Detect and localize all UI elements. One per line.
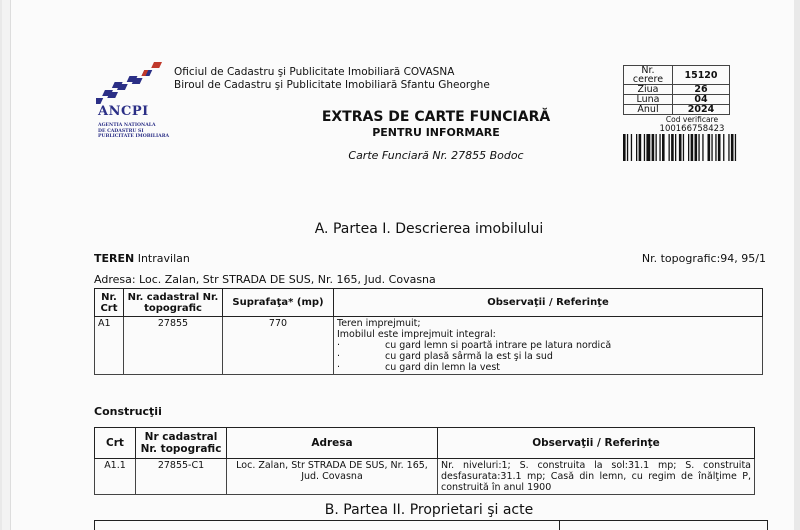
- table-row: [95, 459, 755, 495]
- document-page: [2, 0, 794, 530]
- barcode-bar: [646, 134, 650, 161]
- barcode-bar: [728, 134, 729, 161]
- list-item: · cu gard plasă sârmă la est şi la sud: [337, 351, 553, 362]
- cell-crt: A1.1: [95, 459, 136, 495]
- address-line: Adresa: Loc. Zalan, Str STRADA DE SUS, Nr. 165, Jud. Covasna: [94, 273, 436, 286]
- constructions-heading: Construcţii: [94, 405, 162, 418]
- land-table: [94, 288, 763, 375]
- request-row: [624, 66, 730, 85]
- verification-code-value: 100166758423: [659, 124, 725, 134]
- barcode-bar: [683, 134, 684, 161]
- barcode-bar: [662, 134, 665, 161]
- document-title: EXTRAS DE CARTE FUNCIARĂ: [321, 109, 551, 125]
- cell-address: Loc. Zalan, Str STRADA DE SUS, Nr. 165, Jud. Covasna: [227, 459, 438, 495]
- col-header: Suprafaţa* (mp): [223, 289, 334, 317]
- barcode-bar: [644, 134, 645, 161]
- barcode-bar: [731, 134, 734, 161]
- barcode: [623, 134, 773, 161]
- page-edge: [2, 0, 11, 530]
- logo-subtitle: AGENTIA NATIONALA DE CADASTRU SI PUBLICITATE IMOBILIARA: [98, 123, 170, 139]
- request-key: Luna: [624, 95, 673, 105]
- barcode-bar: [659, 134, 660, 161]
- barcode-bar: [652, 134, 655, 161]
- barcode-bar: [671, 134, 674, 161]
- barcode-bar: [669, 134, 670, 161]
- section-heading-part1: A. Partea I. Descrierea imobilului: [314, 221, 544, 237]
- request-key: Anul: [624, 105, 673, 115]
- request-row: [624, 105, 730, 115]
- barcode-bar: [627, 134, 628, 161]
- col-header: Nr cadastral Nr. topografic: [136, 428, 227, 459]
- land-type: TEREN Intravilan: [94, 252, 190, 265]
- request-value: 04: [673, 95, 730, 105]
- barcode-bar: [698, 134, 699, 161]
- logo-text: ANCPI: [98, 104, 149, 119]
- list-item: · cu gard lemn si poartă intrare pe latura nordică: [337, 340, 612, 351]
- request-value: 26: [673, 85, 730, 95]
- table-row: [95, 317, 763, 375]
- barcode-bar: [711, 134, 712, 161]
- request-row: [624, 85, 730, 95]
- topographic-number: Nr. topografic:94, 95/1: [641, 252, 766, 265]
- barcode-bar: [675, 134, 676, 161]
- request-key: Ziua: [624, 85, 673, 95]
- cell-observations: Teren imprejmuit; Imobilul este imprejmuit integral: · cu gard lemn si poartă intrare pe latura nordică · cu gard plasă sârmă la est şi la sud · cu gard din lemn la vest: [334, 317, 763, 375]
- col-header: Nr. cadastral Nr. topografic: [124, 289, 223, 317]
- verification-code-label: Cod verificare: [665, 115, 719, 124]
- barcode-bar: [679, 134, 682, 161]
- request-key: Nr. cerere: [624, 66, 673, 85]
- office-line-1: Oficiul de Cadastru şi Publicitate Imobiliară COVASNA: [174, 66, 455, 78]
- cell-crt: A1: [95, 317, 124, 375]
- barcode-bar: [708, 134, 711, 161]
- barcode-bar: [623, 134, 626, 161]
- col-header: Nr. Crt: [95, 289, 124, 317]
- barcode-bar: [702, 134, 703, 161]
- document-subtitle: PENTRU INFORMARE: [372, 126, 500, 139]
- col-header: Observaţii / Referinţe: [438, 428, 755, 459]
- cell-observations: Nr. niveluri:1; S. construita la sol:31.1 mp; S. construita desfasurata:31.1 mp; Casă din lemn, cu regim de înălţime P, construită în anul 1900: [438, 459, 755, 495]
- cell-cadastral: 27855: [124, 317, 223, 375]
- col-header: Observaţii / Referinţe: [334, 289, 763, 317]
- col-header: Crt: [95, 428, 136, 459]
- section-heading-part2: B. Partea II. Proprietari şi acte: [324, 502, 534, 518]
- request-info-table: [623, 65, 730, 115]
- cell-surface: 770: [223, 317, 334, 375]
- office-line-2: Biroul de Cadastru şi Publicitate Imobiliară Sfantu Gheorghe: [174, 79, 490, 91]
- owners-table-top: [94, 520, 768, 530]
- barcode-bar: [715, 134, 716, 161]
- barcode-bar: [735, 134, 736, 161]
- cell-cadastral: 27855-C1: [136, 459, 227, 495]
- constructions-table: [94, 427, 755, 495]
- request-row: [624, 95, 730, 105]
- barcode-bar: [723, 134, 724, 161]
- list-item: · cu gard din lemn la vest: [337, 362, 501, 373]
- barcode-bar: [631, 134, 632, 161]
- barcode-bar: [718, 134, 721, 161]
- barcode-bar: [636, 134, 637, 161]
- barcode-bar: [695, 134, 698, 161]
- request-value: 15120: [673, 66, 730, 85]
- barcode-bar: [639, 134, 642, 161]
- barcode-bar: [688, 134, 689, 161]
- request-value: 2024: [673, 105, 730, 115]
- barcode-bar: [656, 134, 657, 161]
- carte-funciara-number: Carte Funciară Nr. 27855 Bodoc: [348, 149, 524, 162]
- barcode-bar: [691, 134, 694, 161]
- col-header: Adresa: [227, 428, 438, 459]
